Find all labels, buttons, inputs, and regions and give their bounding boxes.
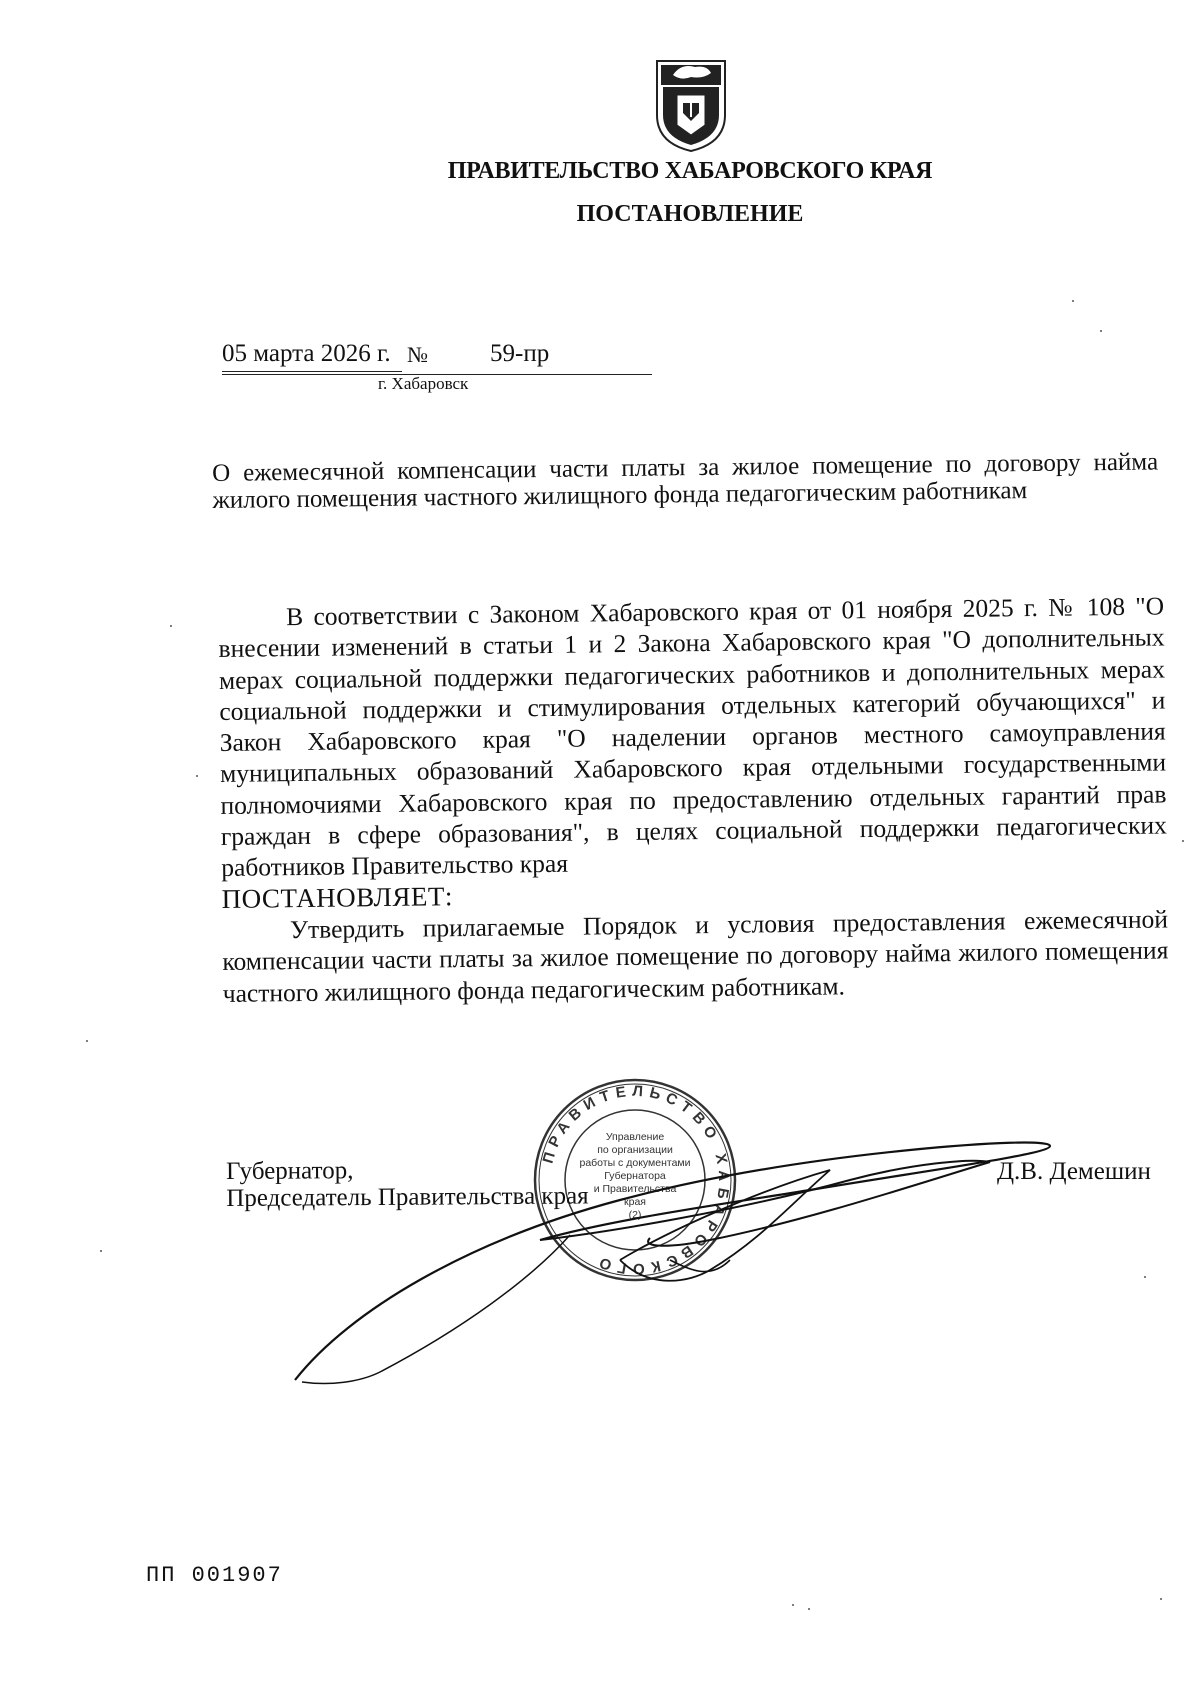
scan-speck	[808, 1608, 810, 1610]
svg-text:Управление: Управление	[605, 1131, 665, 1143]
scan-speck	[792, 1604, 794, 1606]
scan-speck	[1182, 840, 1184, 842]
svg-text:и Правительства: и Правительства	[593, 1183, 677, 1195]
svg-text:по организации: по организации	[597, 1144, 673, 1156]
svg-text:Губернатора: Губернатора	[604, 1170, 666, 1182]
signatory-position-line-2: Председатель Правительства края	[226, 1182, 589, 1212]
document-subject: О ежемесячной компенсации части платы за жилое помещение по договору найма жилого помещения частного жилищного фонда педагогическим работникам	[212, 448, 1159, 514]
document-body	[218, 590, 1169, 1008]
registration-line	[222, 340, 652, 375]
document-type: ПОСТАНОВЛЕНИЕ	[576, 201, 804, 227]
form-serial-number: ПП 001907	[146, 1563, 283, 1588]
scan-speck	[170, 625, 172, 627]
svg-text:ПРАВИТЕЛЬСТВО ХАБАРОВСКОГО: ПРАВИТЕЛЬСТВО ХАБАРОВСКОГО	[539, 1082, 733, 1278]
scan-speck	[1100, 330, 1102, 332]
svg-text:края: края	[624, 1196, 646, 1208]
signatory-position-line-1: Губернатор,	[226, 1157, 354, 1185]
number-sign: №	[407, 342, 428, 367]
resolves-heading: ПОСТАНОВЛЯЕТ:	[221, 880, 454, 914]
svg-text:(2): (2)	[628, 1209, 642, 1221]
scan-speck	[100, 1250, 102, 1252]
scan-speck	[1144, 1276, 1146, 1278]
coat-of-arms-icon	[651, 55, 731, 155]
scan-speck	[1160, 1598, 1162, 1600]
scan-speck	[1072, 300, 1074, 302]
decision-paragraph: Утвердить прилагаемые Порядок и условия предоставления ежемесячной компенсации части платы за жилое помещение по договору найма жилого помещения частного жилищного фонда педагогическим работникам.	[222, 904, 1169, 1008]
svg-text:работы с документами: работы с документами	[579, 1157, 691, 1169]
document-city: г. Хабаровск	[378, 374, 469, 393]
scan-speck	[86, 1040, 88, 1042]
handwritten-signature	[290, 1110, 1070, 1390]
date-underline	[222, 371, 402, 372]
scan-speck	[196, 775, 198, 777]
organization-title: ПРАВИТЕЛЬСТВО ХАБАРОВСКОГО КРАЯ	[447, 158, 933, 184]
document-date: 05 марта 2026 г.	[222, 340, 391, 367]
document-number: 59-пр	[490, 340, 550, 367]
signatory-name: Д.В. Демешин	[997, 1158, 1151, 1185]
preamble-paragraph: В соответствии с Законом Хабаровского края от 01 ноября 2025 г. № 108 "О внесении изменений в статьи 1 и 2 Закона Хабаровского края "О дополнительных мерах социальной поддержки педагогических работников и дополнительных мерах социальной поддержки и стимулирования отдельных категорий обучающихся" и Закон Хабаровского края "О наделении органов местного самоуправления муниципальных образований Хабаровского края отдельными государственными полномочиями Хабаровского края по предоставлению отдельных гарантий прав граждан в сфере образования", в целях социальной поддержки педагогических работников Правительство края	[218, 591, 1167, 883]
